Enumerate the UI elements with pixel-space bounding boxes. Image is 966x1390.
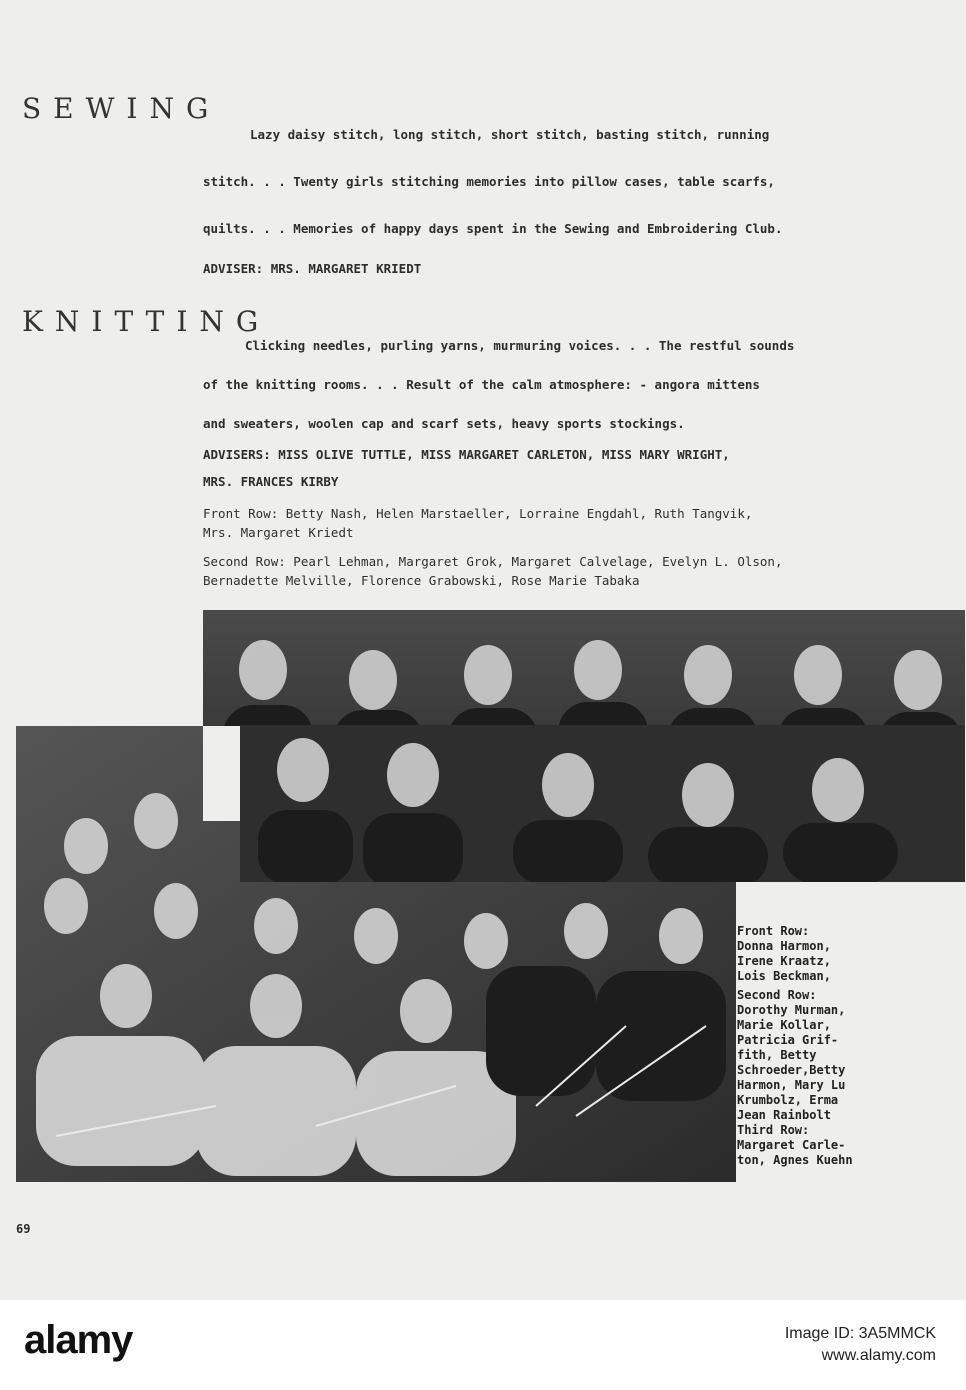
caption-line: Harmon, Mary Lu bbox=[737, 1078, 846, 1092]
sewing-second-row-1: Second Row: Pearl Lehman, Margaret Grok, Margaret Calvelage, Evelyn L. Olson, bbox=[203, 554, 783, 569]
caption-line: Patricia Grif- bbox=[737, 1033, 839, 1047]
caption-line: Donna Harmon, bbox=[737, 939, 831, 953]
caption-line: Dorothy Murman, bbox=[737, 1003, 846, 1017]
sewing-club-photo-overlay bbox=[240, 725, 965, 882]
caption-line: Jean Rainbolt bbox=[737, 1108, 831, 1122]
caption-line: Margaret Carle- bbox=[737, 1138, 846, 1152]
alamy-logo: alamy bbox=[24, 1318, 133, 1362]
sewing-line-1: Lazy daisy stitch, long stitch, short stitch, basting stitch, running bbox=[250, 127, 770, 142]
caption-line: Irene Kraatz, bbox=[737, 954, 831, 968]
sewing-heading: SEWING bbox=[22, 92, 221, 125]
caption-line: Krumbolz, Erma bbox=[737, 1093, 839, 1107]
caption-line: Third Row: bbox=[737, 1123, 810, 1137]
knitting-advisers-1: ADVISERS: MISS OLIVE TUTTLE, MISS MARGARET CARLETON, MISS MARY WRIGHT, bbox=[203, 447, 730, 462]
image-id-block bbox=[785, 1323, 936, 1367]
sewing-photo-lower-art bbox=[240, 725, 965, 882]
caption-line: Front Row: bbox=[737, 924, 810, 938]
sewing-line-2: stitch. . . Twenty girls stitching memories into pillow cases, table scarfs, bbox=[203, 174, 775, 189]
image-id: Image ID: 3A5MMCK bbox=[784, 1325, 936, 1342]
caption-line: Lois Beckman, bbox=[737, 969, 831, 983]
caption-line: Second Row: bbox=[737, 988, 817, 1002]
sewing-second-row-2: Bernadette Melville, Florence Grabowski, Rose Marie Tabaka bbox=[203, 573, 640, 588]
knitting-caption bbox=[737, 924, 887, 1168]
knitting-advisers-2: MRS. FRANCES KIRBY bbox=[203, 474, 339, 489]
page-number: 69 bbox=[16, 1222, 31, 1236]
site-url: www.alamy.com bbox=[821, 1347, 936, 1364]
knitting-line-3: and sweaters, woolen cap and scarf sets, heavy sports stockings. bbox=[203, 416, 685, 431]
sewing-line-3: quilts. . . Memories of happy days spent in the Sewing and Embroidering Club. bbox=[203, 221, 783, 236]
knitting-heading: KNITTING bbox=[22, 305, 271, 338]
sewing-adviser: ADVISER: MRS. MARGARET KRIEDT bbox=[203, 261, 422, 276]
caption-line: ton, Agnes Kuehn bbox=[737, 1153, 853, 1167]
caption-line: fith, Betty bbox=[737, 1048, 817, 1062]
sewing-front-row-2: Mrs. Margaret Kriedt bbox=[203, 525, 354, 540]
caption-line: Schroeder,Betty bbox=[737, 1063, 846, 1077]
caption-line: Marie Kollar, bbox=[737, 1018, 831, 1032]
knitting-line-2: of the knitting rooms. . . Result of the calm atmosphere: - angora mittens bbox=[203, 377, 760, 392]
sewing-front-row-1: Front Row: Betty Nash, Helen Marstaeller, Lorraine Engdahl, Ruth Tangvik, bbox=[203, 506, 753, 521]
knitting-line-1: Clicking needles, purling yarns, murmuring voices. . . The restful sounds bbox=[245, 338, 795, 353]
